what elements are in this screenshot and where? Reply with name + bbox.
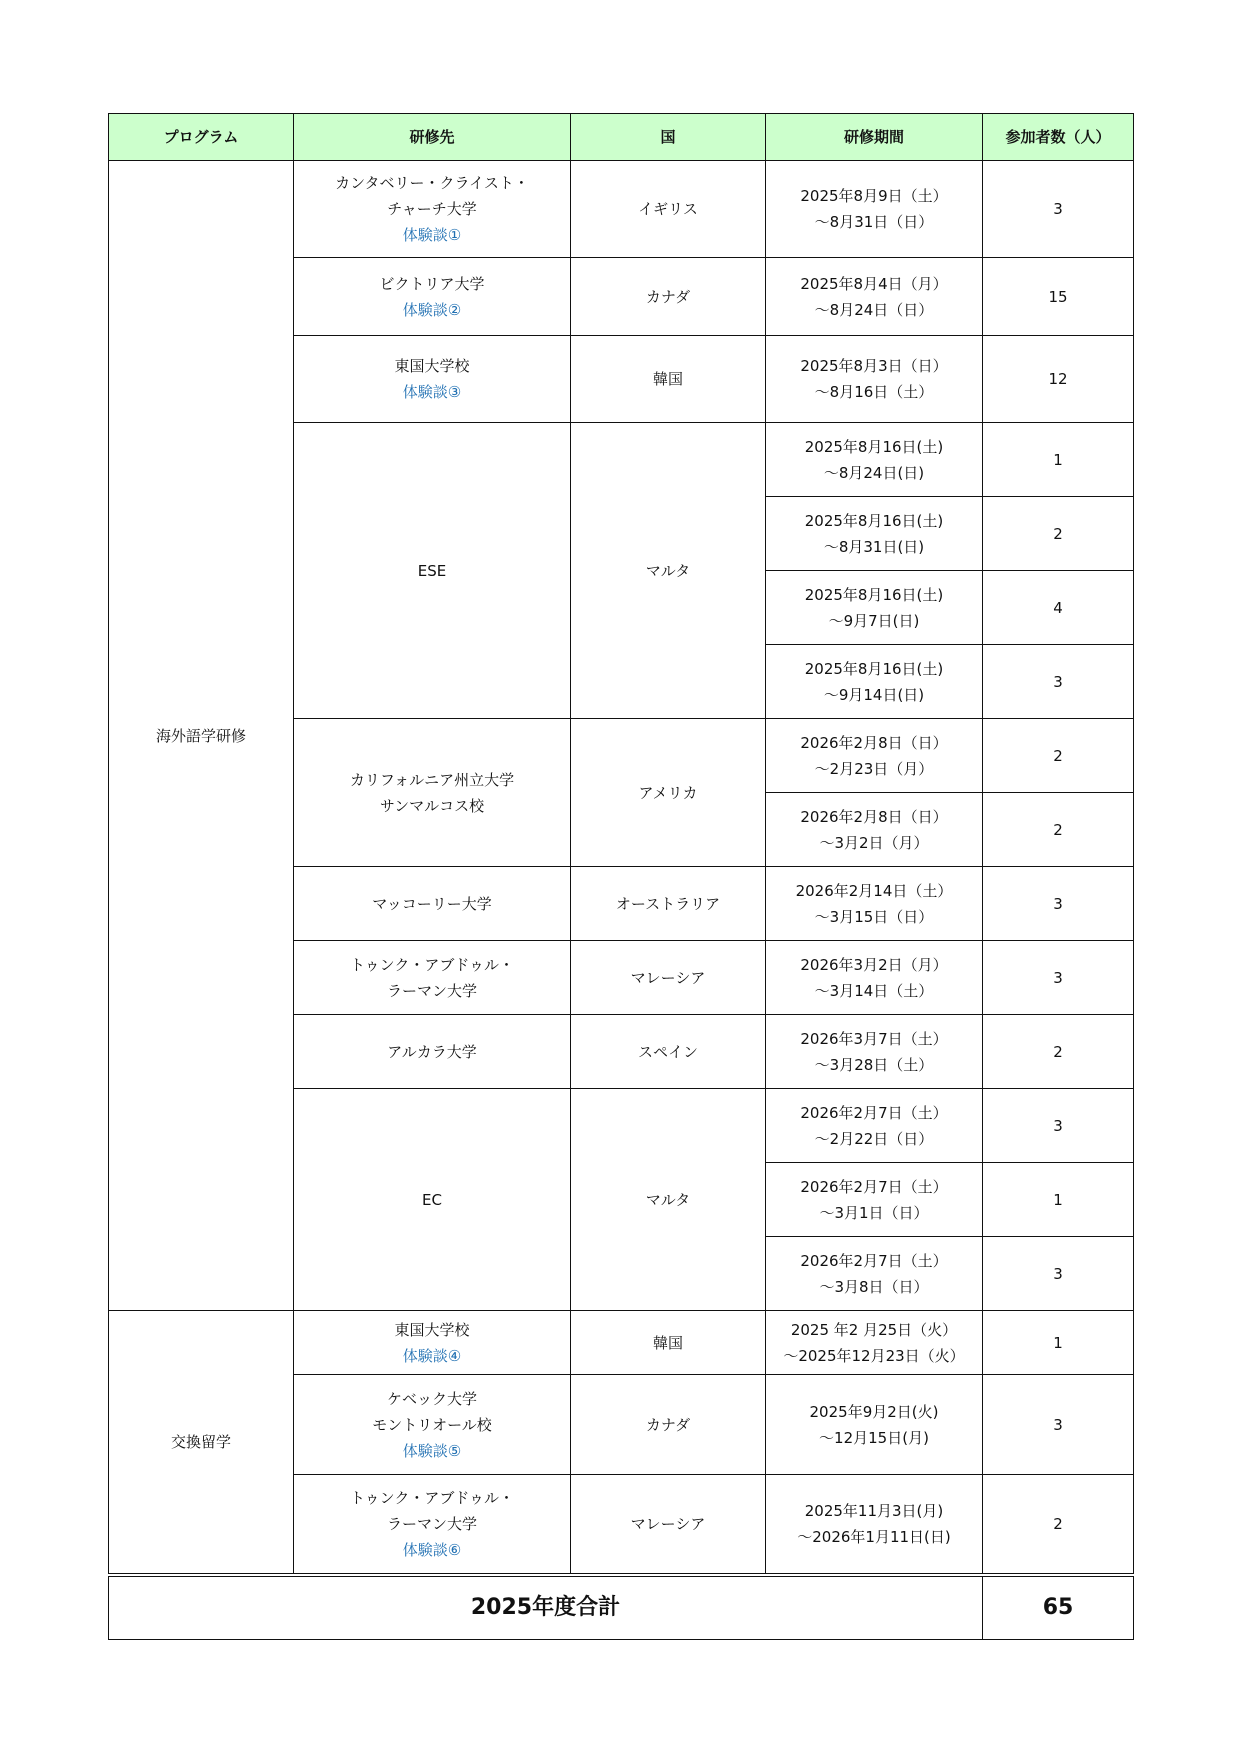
period-cell [766, 1237, 983, 1311]
program-cell: 交換留学 [109, 1311, 294, 1575]
participants-cell: 3 [983, 1375, 1134, 1475]
institution-name: トゥンク・アブドゥル・ [350, 1488, 514, 1507]
institution-name: 東国大学校 [394, 1320, 470, 1339]
participants-cell: 1 [983, 423, 1134, 497]
institution-cell: マッコーリー大学 [294, 867, 571, 941]
period-start: 2025年8月16日(土) [804, 659, 944, 678]
institution-cell: EC [294, 1089, 571, 1311]
participants-cell: 3 [983, 867, 1134, 941]
period-start: 2025年8月16日(土) [804, 437, 944, 456]
participants-cell: 4 [983, 571, 1134, 645]
period-cell [766, 336, 983, 423]
period-cell [766, 571, 983, 645]
country-cell: マレーシア [571, 1475, 766, 1575]
period-cell [766, 941, 983, 1015]
period-cell [766, 497, 983, 571]
period-end: ～2025年12月23日（火） [783, 1346, 965, 1365]
institution-cell: アルカラ大学 [294, 1015, 571, 1089]
period-end: ～2026年1月11日(日) [797, 1527, 951, 1546]
period-end: ～9月14日(日) [823, 685, 925, 704]
period-end: ～2月23日（月） [814, 759, 934, 778]
country-cell: イギリス [571, 161, 766, 258]
period-start: 2025年8月16日(土) [804, 585, 944, 604]
country-cell: 韓国 [571, 336, 766, 423]
period-start: 2025年11月3日(月) [804, 1501, 944, 1520]
testimonial-link[interactable]: 体験談⑥ [402, 1540, 462, 1559]
institution-name: ラーマン大学 [386, 981, 477, 1000]
institution-name: ラーマン大学 [386, 1514, 477, 1533]
participants-cell: 3 [983, 1089, 1134, 1163]
country-cell: アメリカ [571, 719, 766, 867]
institution-cell [294, 1375, 571, 1475]
institution-name: ケベック大学 [386, 1389, 477, 1408]
total-label: 2025年度合計 [109, 1575, 983, 1640]
period-cell [766, 645, 983, 719]
period-end: ～12月15日(月) [819, 1428, 929, 1447]
period-start: 2026年3月2日（月） [800, 955, 948, 974]
header-institution: 研修先 [294, 114, 571, 161]
testimonial-link[interactable]: 体験談④ [402, 1346, 462, 1365]
header-participants: 参加者数（人） [983, 114, 1134, 161]
period-end: ～8月24日(日) [823, 463, 925, 482]
participants-cell: 1 [983, 1311, 1134, 1375]
institution-cell: ESE [294, 423, 571, 719]
total-row [109, 1575, 1134, 1640]
country-cell: 韓国 [571, 1311, 766, 1375]
institution-cell [294, 941, 571, 1015]
period-end: ～9月7日(日) [828, 611, 920, 630]
institution-name: チャーチ大学 [387, 200, 477, 218]
period-end: ～8月31日（日） [814, 213, 934, 231]
country-cell: カナダ [571, 258, 766, 336]
period-end: ～3月15日（日） [814, 907, 934, 926]
period-cell [766, 1475, 983, 1575]
institution-name: モントリオール校 [372, 1415, 492, 1434]
institution-cell [294, 258, 571, 336]
period-start: 2025年8月9日（土） [800, 187, 948, 205]
period-start: 2025年8月16日(土) [804, 511, 944, 530]
period-start: 2026年2月7日（土） [800, 1251, 948, 1270]
period-start: 2025年9月2日(火) [809, 1402, 939, 1421]
country-cell: マルタ [571, 1089, 766, 1311]
period-cell [766, 793, 983, 867]
participants-cell: 2 [983, 1475, 1134, 1575]
total-value: 65 [983, 1575, 1134, 1640]
institution-name: ビクトリア大学 [379, 274, 485, 293]
period-cell [766, 1311, 983, 1375]
period-end: ～8月31日(日) [823, 537, 925, 556]
participants-cell: 2 [983, 719, 1134, 793]
participants-cell: 3 [983, 645, 1134, 719]
testimonial-link[interactable]: 体験談② [402, 300, 462, 319]
period-end: ～3月8日（日） [819, 1277, 929, 1296]
table-row [109, 1311, 1134, 1375]
table-row [109, 161, 1134, 258]
institution-name: トゥンク・アブドゥル・ [350, 955, 514, 974]
period-cell [766, 719, 983, 793]
participants-cell: 2 [983, 793, 1134, 867]
participants-cell: 2 [983, 497, 1134, 571]
period-end: ～3月1日（日） [819, 1203, 929, 1222]
testimonial-link[interactable]: 体験談③ [402, 383, 462, 401]
participants-table [108, 113, 1134, 1640]
participants-cell: 15 [983, 258, 1134, 336]
period-cell [766, 161, 983, 258]
period-cell [766, 1015, 983, 1089]
period-cell [766, 423, 983, 497]
period-cell [766, 1163, 983, 1237]
period-end: ～2月22日（日） [814, 1129, 934, 1148]
institution-name: カンタベリー・クライスト・ [335, 174, 529, 192]
period-start: 2026年2月8日（日） [800, 807, 948, 826]
country-cell: マルタ [571, 423, 766, 719]
period-end: ～3月2日（月） [819, 833, 929, 852]
period-start: 2026年2月8日（日） [800, 733, 948, 752]
period-end: ～8月24日（日） [814, 300, 934, 319]
institution-name: カリフォルニア州立大学 [349, 770, 515, 789]
participants-cell: 3 [983, 1237, 1134, 1311]
period-start: 2026年2月7日（土） [800, 1103, 948, 1122]
period-end: ～3月28日（土） [814, 1055, 934, 1074]
header-period: 研修期間 [766, 114, 983, 161]
period-start: 2026年3月7日（土） [800, 1029, 948, 1048]
institution-cell [294, 161, 571, 258]
period-cell [766, 1375, 983, 1475]
country-cell: スペイン [571, 1015, 766, 1089]
period-start: 2026年2月14日（土） [795, 881, 953, 900]
period-cell [766, 258, 983, 336]
header-program: プログラム [109, 114, 294, 161]
institution-name: 東国大学校 [394, 357, 470, 375]
period-end: ～8月16日（土） [814, 383, 934, 401]
period-cell [766, 1089, 983, 1163]
period-start: 2026年2月7日（土） [800, 1177, 948, 1196]
institution-cell [294, 1475, 571, 1575]
period-start: 2025年8月3日（日） [800, 357, 948, 375]
program-cell: 海外語学研修 [109, 161, 294, 1311]
period-cell [766, 867, 983, 941]
institution-cell [294, 1311, 571, 1375]
participants-cell: 3 [983, 161, 1134, 258]
participants-cell: 12 [983, 336, 1134, 423]
institution-cell [294, 336, 571, 423]
period-start: 2025年8月4日（月） [800, 274, 948, 293]
country-cell: マレーシア [571, 941, 766, 1015]
header-country: 国 [571, 114, 766, 161]
country-cell: オーストラリア [571, 867, 766, 941]
testimonial-link[interactable]: 体験談⑤ [402, 1441, 462, 1460]
participants-cell: 3 [983, 941, 1134, 1015]
period-start: 2025 年2 月25日（火） [790, 1320, 958, 1339]
participants-cell: 2 [983, 1015, 1134, 1089]
country-cell: カナダ [571, 1375, 766, 1475]
institution-cell [294, 719, 571, 867]
institution-name: サンマルコス校 [379, 796, 485, 815]
period-end: ～3月14日（土） [814, 981, 934, 1000]
participants-cell: 1 [983, 1163, 1134, 1237]
header-row [109, 114, 1134, 161]
testimonial-link[interactable]: 体験談① [402, 226, 462, 244]
